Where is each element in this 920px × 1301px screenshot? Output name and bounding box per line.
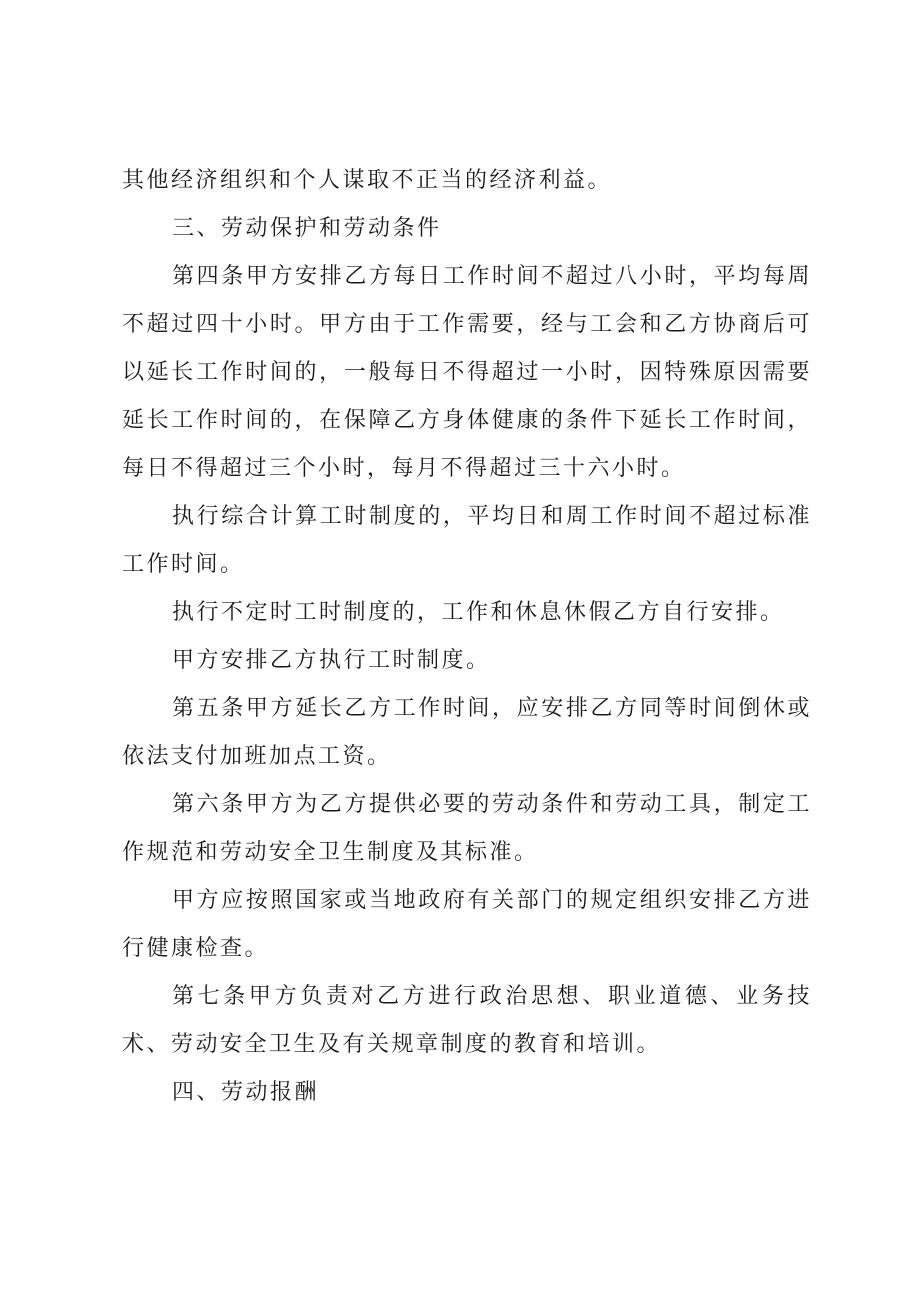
paragraph-continuation: 其他经济组织和个人谋取不正当的经济利益。: [122, 168, 613, 193]
section-heading-labor-protection: 三、劳动保护和劳动条件: [172, 216, 442, 241]
health-check-paragraph: 甲方应按照国家或当地政府有关部门的规定组织安排乙方进行健康检查。: [122, 888, 812, 961]
article-5-paragraph: 第五条甲方延长乙方工作时间，应安排乙方同等时间倒休或依法支付加班加点工资。: [122, 696, 812, 769]
section-heading-remuneration: 四、劳动报酬: [172, 1080, 320, 1105]
comprehensive-hours-paragraph: 执行综合计算工时制度的，平均日和周工作时间不超过标准工作时间。: [122, 504, 812, 577]
article-7-paragraph: 第七条甲方负责对乙方进行政治思想、职业道德、业务技术、劳动安全卫生及有关规章制度的教育和培训。: [122, 984, 812, 1057]
working-hours-system-paragraph: 甲方安排乙方执行工时制度。: [172, 648, 491, 673]
flexible-hours-paragraph: 执行不定时工时制度的，工作和休息休假乙方自行安排。: [172, 600, 785, 625]
document-body: [122, 157, 812, 1117]
article-6-paragraph: 第六条甲方为乙方提供必要的劳动条件和劳动工具，制定工作规范和劳动安全卫生制度及其标准。: [122, 792, 812, 865]
article-4-paragraph: 第四条甲方安排乙方每日工作时间不超过八小时，平均每周不超过四十小时。甲方由于工作需要，经与工会和乙方协商后可以延长工作时间的，一般每日不得超过一小时，因特殊原因需要延长工作时间的，在保障乙方身体健康的条件下延长工作时间，每日不得超过三个小时，每月不得超过三十六小时。: [122, 264, 812, 481]
